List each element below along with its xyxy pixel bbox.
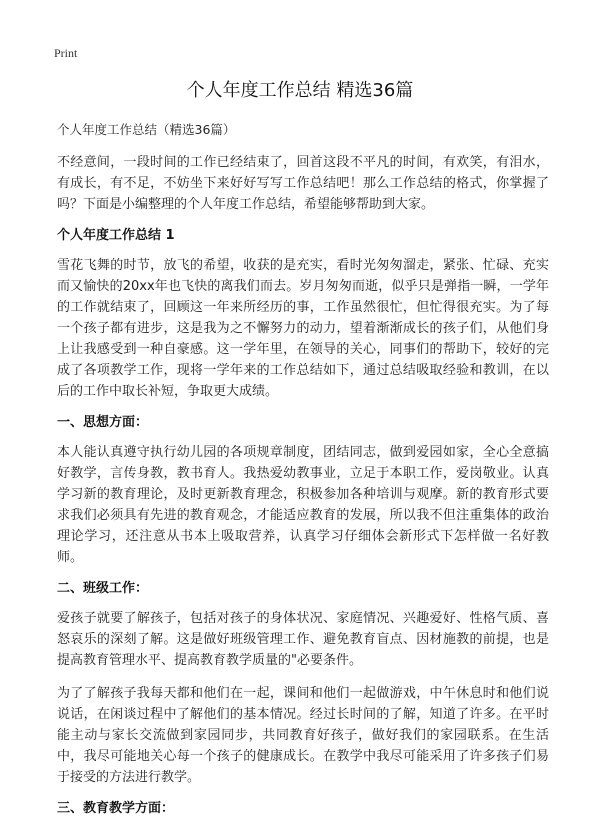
class-work-paragraph-1: 爱孩子就要了解孩子，包括对孩子的身体状况、家庭情况、兴趣爱好、性格气质、喜怒哀乐的深刻了解。这是做好班级管理工作、避免教育盲点、因材施教的前提，也是提高教育管理水平、提高教育教学质量的"必要条件。 xyxy=(57,611,549,668)
section-heading-1: 个人年度工作总结 1 xyxy=(57,228,175,243)
document-subtitle: 个人年度工作总结（精选36篇） xyxy=(57,122,236,137)
intro-paragraph: 不经意间，一段时间的工作已经结束了，回首这段不平凡的时间，有欢笑，有泪水，有成长，有不足，不妨坐下来好好写写工作总结吧！那么工作总结的格式，你掌握了吗？下面是小编整理的个人年度工作总结，希望能够帮助到大家。 xyxy=(57,155,549,212)
class-work-paragraph-2: 为了了解孩子我每天都和他们在一起，课间和他们一起做游戏，中午休息时和他们说说话，在闲谈过程中了解他们的基本情况。经过长时间的了解，知道了许多。在平时能主动与家长交流做到家园同步，共同教育好孩子，做好我们的家园联系。在生活中，我尽可能地关心每一个孩子的健康成长。在教学中我尽可能采用了许多孩子们易于接受的方法进行教学。 xyxy=(57,686,549,785)
page-title: 个人年度工作总结 精选36篇 xyxy=(186,80,414,101)
print-label[interactable]: Print xyxy=(54,46,78,60)
document-body xyxy=(57,122,549,828)
thought-paragraph: 本人能认真遵守执行幼儿园的各项规章制度，团结同志，做到爱园如家，全心全意搞好教学，言传身教，教书育人。我热爱幼教事业，立足于本职工作，爱岗敬业。认真学习新的教育理论，及时更新教育理念，积极参加各种培训与观摩。新的教育形式要求我们必须具有先进的教育观念，才能适应教育的发展，所以我不但注重集体的政治理论学习，还注意从书本上吸取营养，认真学习仔细体会新形式下怎样做一名好教师。 xyxy=(57,445,549,565)
section-1-paragraph: 雪花飞舞的时节，放飞的希望，收获的是充实，看时光匆匆溜走，紧张、忙碌、充实而又愉快的20xx年也飞快的离我们而去。岁月匆匆而逝，似乎只是弹指一瞬，一学年的工作就结束了，回顾这一年来所经历的事，工作虽然很忙，但忙得很充实。为了每一个孩子都有进步，这是我为之不懈努力的动力，望着渐渐成长的孩子们，从他们身上让我感受到一种自豪感。这一学年里，在领导的关心，同事们的帮助下，较好的完成了各项教学工作，现将一学年来的工作总结如下，通过总结吸取经验和教训，在以后的工作中取长补短，争取更大成绩。 xyxy=(57,258,549,399)
heading-thought: 一、思想方面： xyxy=(57,415,149,430)
heading-teaching: 三、教育教学方面： xyxy=(57,801,175,816)
heading-class-work: 二、班级工作： xyxy=(57,581,149,596)
